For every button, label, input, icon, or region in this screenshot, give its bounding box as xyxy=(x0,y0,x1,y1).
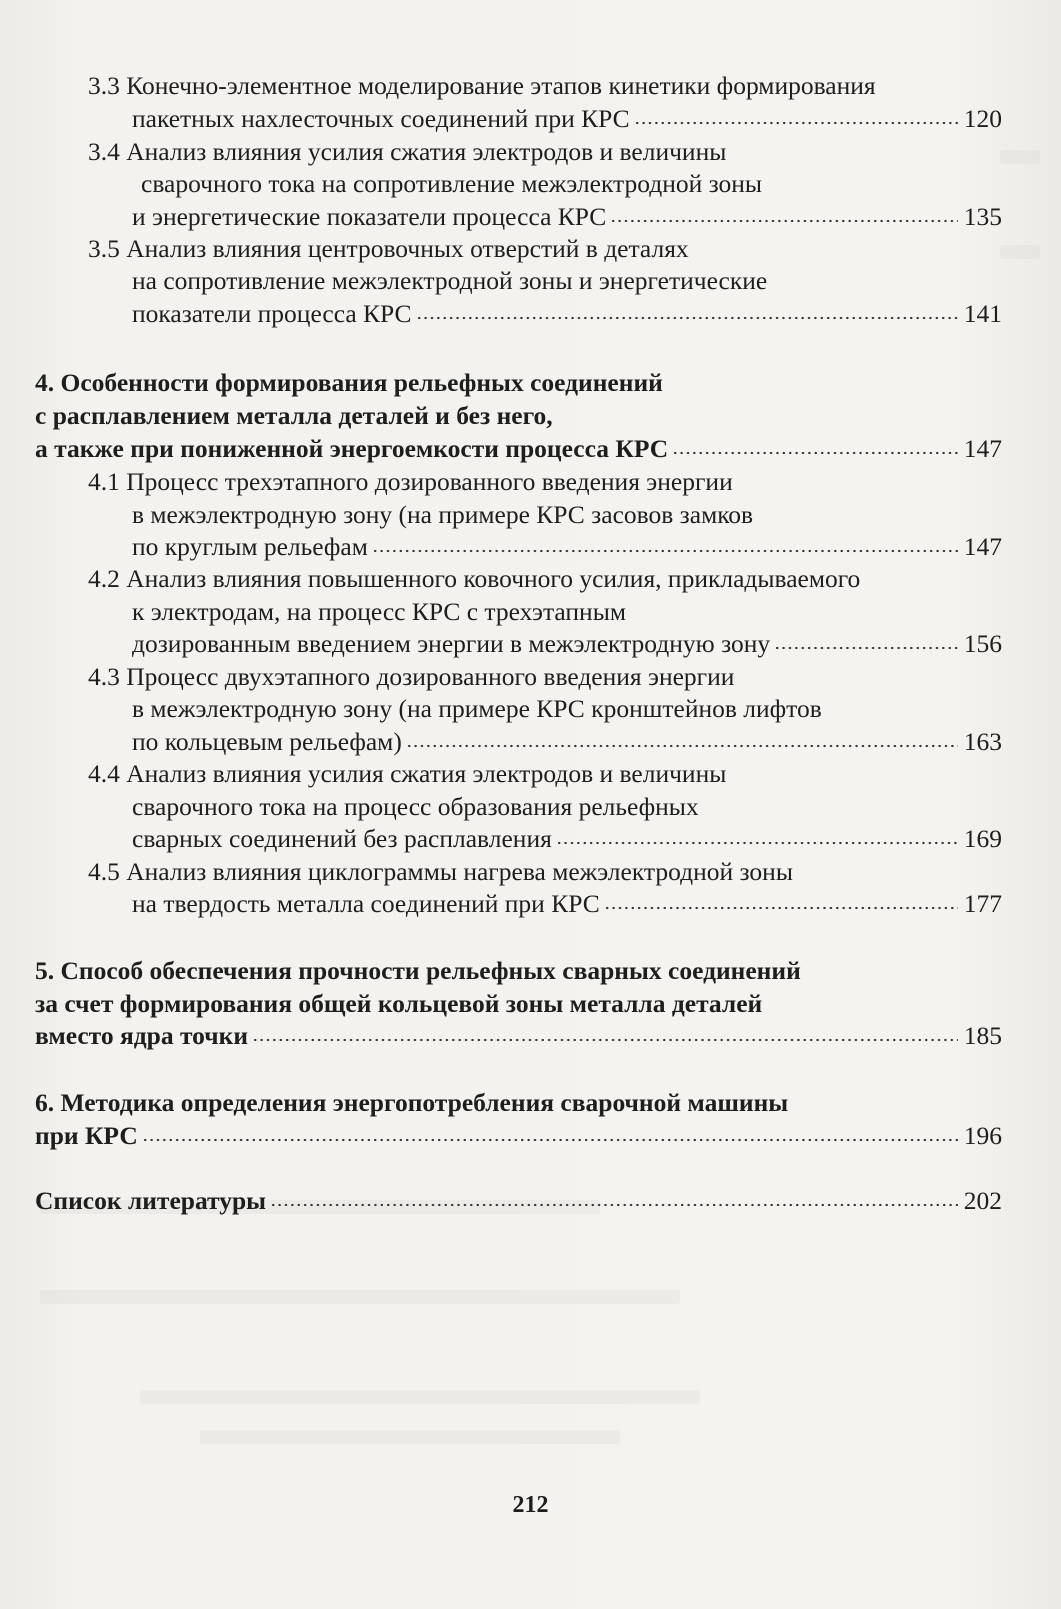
toc-chapter-4-page: 147 xyxy=(963,434,1002,463)
dot-leader xyxy=(610,217,957,225)
toc-entry-4-3-leader xyxy=(132,726,1002,758)
toc-chapter-4-line-3: а также при пониженной энергоемкости процесса КРС xyxy=(35,434,669,463)
page-number: 212 xyxy=(512,1492,549,1518)
toc-chapter-5-line-3: вместо ядра точки xyxy=(35,1021,249,1050)
toc-entry-4-4-leader xyxy=(132,823,1002,855)
dot-leader xyxy=(416,314,958,322)
toc-entry-3-3-line-2: пакетных нахлесточных соединений при КРС xyxy=(132,104,630,133)
toc-entry-4-3-page: 163 xyxy=(963,727,1002,756)
toc-entry-3-4-line-2: сварочного тока на сопротивление межэлектродной зоны xyxy=(141,169,763,198)
dot-leader xyxy=(270,1201,958,1209)
toc-entry-3-4-page: 135 xyxy=(963,202,1002,231)
dot-leader xyxy=(604,904,958,912)
toc-entry-4-3-line-2: в межэлектродную зону (на примере КРС кронштейнов лифтов xyxy=(132,694,822,723)
toc-entry-4-2-leader xyxy=(132,628,1002,660)
dot-leader xyxy=(672,449,958,457)
show-through-mark xyxy=(200,1430,620,1444)
toc-entry-3-4-line-1: 3.4 Анализ влияния усилия сжатия электродов и величины xyxy=(88,137,727,166)
toc-entry-4-3-line-1: 4.3 Процесс двухэтапного дозированного введения энергии xyxy=(88,662,735,691)
toc-chapter-6-line-2: при КРС xyxy=(35,1121,138,1150)
toc-chapter-6-line-1: 6. Методика определения энергопотребления сварочной машины xyxy=(35,1088,789,1117)
toc-entry-4-2-line-3: дозированным введением энергии в межэлектродную зону xyxy=(132,629,771,658)
toc-entry-4-1-line-2: в межэлектродную зону (на примере КРС засовов замков xyxy=(132,500,754,529)
show-through-mark xyxy=(1000,245,1040,259)
toc-references-title: Список литературы xyxy=(35,1186,267,1215)
toc-entry-4-1-leader xyxy=(132,531,1002,563)
toc-chapter-5-line-2: за счет формирования общей кольцевой зоны металла деталей xyxy=(35,989,763,1018)
toc-entry-3-3-page: 120 xyxy=(963,104,1002,133)
toc-entry-3-4-leader xyxy=(132,201,1002,233)
dot-leader xyxy=(372,547,958,555)
show-through-mark xyxy=(140,1390,700,1404)
dot-leader xyxy=(774,644,958,652)
dot-leader xyxy=(142,1136,958,1144)
toc-chapter-5-page: 185 xyxy=(963,1021,1002,1050)
toc-entry-3-3-line-1: 3.3 Конечно-элементное моделирование этапов кинетики формирования xyxy=(88,71,876,100)
toc-entry-3-5-line-2: на сопротивление межэлектродной зоны и энергетические xyxy=(132,266,768,295)
toc-entry-4-2-page: 156 xyxy=(963,629,1002,658)
toc-entry-4-4-page: 169 xyxy=(963,824,1002,853)
show-through-mark xyxy=(1000,150,1040,164)
toc-entry-3-5-line-1: 3.5 Анализ влияния центровочных отверстий в деталях xyxy=(88,234,689,263)
dot-leader xyxy=(406,742,958,750)
toc-entry-4-5-line-1: 4.5 Анализ влияния циклограммы нагрева межэлектродной зоны xyxy=(88,857,793,886)
toc-entry-3-3-leader xyxy=(132,103,1002,135)
toc-entry-4-4-line-2: сварочного тока на процесс образования рельефных xyxy=(132,792,699,821)
show-through-mark xyxy=(40,1290,680,1304)
toc-chapter-4-line-2: с расплавлением металла деталей и без него, xyxy=(35,401,553,430)
toc-entry-4-1-page: 147 xyxy=(963,532,1002,561)
toc-entry-4-4-line-1: 4.4 Анализ влияния усилия сжатия электродов и величины xyxy=(88,759,727,788)
toc-chapter-6-page: 196 xyxy=(963,1121,1002,1150)
toc-chapter-6-leader xyxy=(35,1120,1002,1152)
toc-entry-4-1-line-3: по круглым рельефам xyxy=(132,532,368,561)
toc-entry-4-5-page: 177 xyxy=(963,889,1002,918)
toc-entry-4-2-line-2: к электродам, на процесс КРС с трехэтапным xyxy=(132,597,626,626)
toc-references-leader xyxy=(35,1185,1002,1217)
dot-leader xyxy=(634,119,958,127)
toc-entry-3-5-line-3: показатели процесса КРС xyxy=(132,299,412,328)
toc-references-page: 202 xyxy=(963,1186,1002,1215)
toc-entry-4-4-line-3: сварных соединений без расплавления xyxy=(132,824,552,853)
toc-chapter-4-leader xyxy=(35,433,1002,465)
toc-entry-3-4-line-3: и энергетические показатели процесса КРС xyxy=(132,202,607,231)
dot-leader xyxy=(556,839,958,847)
toc-entry-3-5-leader xyxy=(132,298,1002,330)
toc-chapter-5-line-1: 5. Способ обеспечения прочности рельефных сварных соединений xyxy=(35,956,801,985)
toc-entry-4-2-line-1: 4.2 Анализ влияния повышенного ковочного усилия, прикладываемого xyxy=(88,564,861,593)
toc-entry-4-5-line-2: на твердость металла соединений при КРС xyxy=(132,889,600,918)
dot-leader xyxy=(252,1036,958,1044)
toc-entry-4-1-line-1: 4.1 Процесс трехэтапного дозированного введения энергии xyxy=(88,467,733,496)
toc-chapter-5-leader xyxy=(35,1020,1002,1052)
toc-entry-4-5-leader xyxy=(132,888,1002,920)
toc-chapter-4-line-1: 4. Особенности формирования рельефных соединений xyxy=(35,368,663,397)
toc-entry-3-5-page: 141 xyxy=(963,299,1002,328)
toc-entry-4-3-line-3: по кольцевым рельефам) xyxy=(132,727,402,756)
